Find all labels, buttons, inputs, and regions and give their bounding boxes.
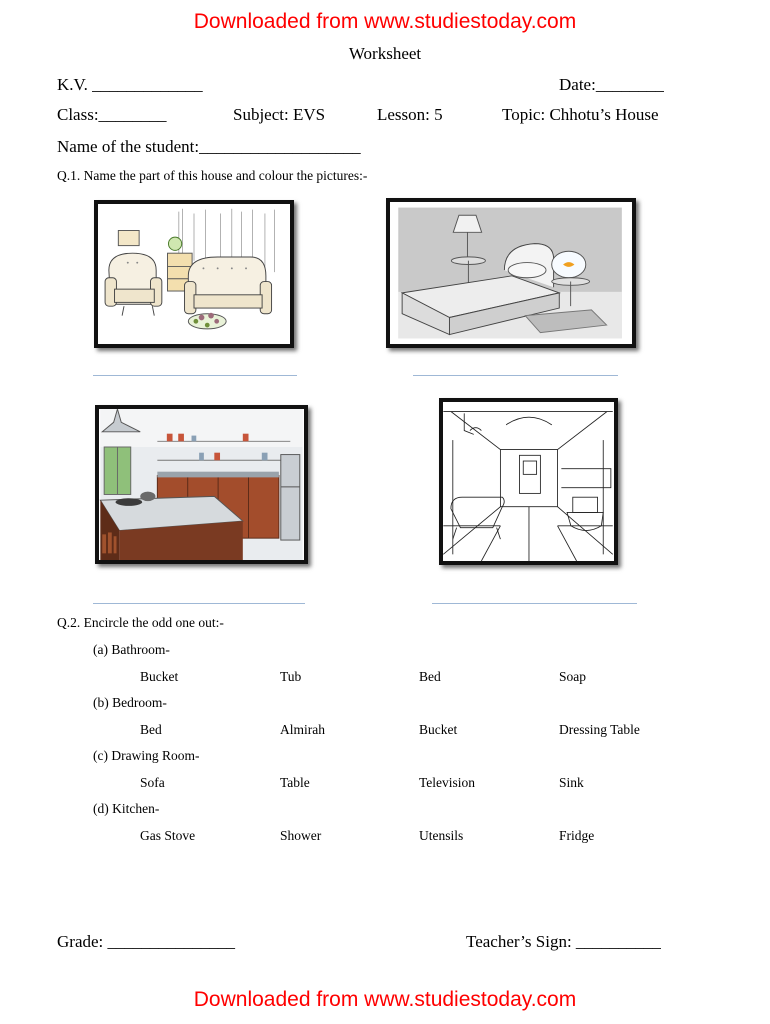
bathroom-sketch [443,402,614,561]
student-name-field: Name of the student:___________________ [57,137,361,156]
option-bucket[interactable]: Bucket [140,669,179,684]
group-label-kitchen: (d) Kitchen- [93,801,160,816]
option-gas-stove[interactable]: Gas Stove [140,828,196,843]
q1-question: Q.1. Name the part of this house and colour the pictures:- [57,168,368,183]
answer-line-4[interactable] [432,603,637,604]
option-sink[interactable]: Sink [559,775,584,790]
kv-field: K.V. _____________ [57,75,203,94]
answer-line-1[interactable] [93,375,297,376]
topic-field: Topic: Chhotu’s House [502,105,659,124]
download-banner-bottom: Downloaded from www.studiestoday.com [193,988,577,1011]
option-bucket[interactable]: Bucket [419,722,458,737]
q2-question: Q.2. Encircle the odd one out:- [57,615,224,630]
drawing-room-picture [94,200,294,348]
option-soap[interactable]: Soap [559,669,586,684]
drawing-room-sketch [98,204,290,344]
bedroom-sketch [390,202,632,344]
option-shower[interactable]: Shower [280,828,322,843]
worksheet-title: Worksheet [348,44,422,63]
class-field: Class:________ [57,105,167,124]
lesson-field: Lesson: 5 [377,105,443,124]
download-banner-top: Downloaded from www.studiestoday.com [193,10,577,33]
option-fridge[interactable]: Fridge [559,828,595,843]
option-tub[interactable]: Tub [280,669,302,684]
option-television[interactable]: Television [419,775,476,790]
option-dressing-table[interactable]: Dressing Table [559,722,640,737]
option-sofa[interactable]: Sofa [140,775,165,790]
teacher-sign-field: Teacher’s Sign: __________ [466,932,661,951]
answer-line-3[interactable] [93,603,305,604]
bedroom-picture [386,198,636,348]
option-almirah[interactable]: Almirah [280,722,325,737]
group-label-bedroom: (b) Bedroom- [93,695,167,710]
group-label-drawing-room: (c) Drawing Room- [93,748,200,763]
option-bed[interactable]: Bed [140,722,162,737]
kitchen-picture [95,405,308,564]
subject-field: Subject: EVS [233,105,326,124]
option-table[interactable]: Table [280,775,310,790]
bathroom-picture [439,398,618,565]
option-utensils[interactable]: Utensils [419,828,464,843]
date-field: Date:________ [559,75,664,94]
answer-line-2[interactable] [413,375,618,376]
kitchen-sketch [99,409,304,560]
option-bed[interactable]: Bed [419,669,441,684]
group-label-bathroom: (a) Bathroom- [93,642,170,657]
grade-field: Grade: _______________ [57,932,236,951]
